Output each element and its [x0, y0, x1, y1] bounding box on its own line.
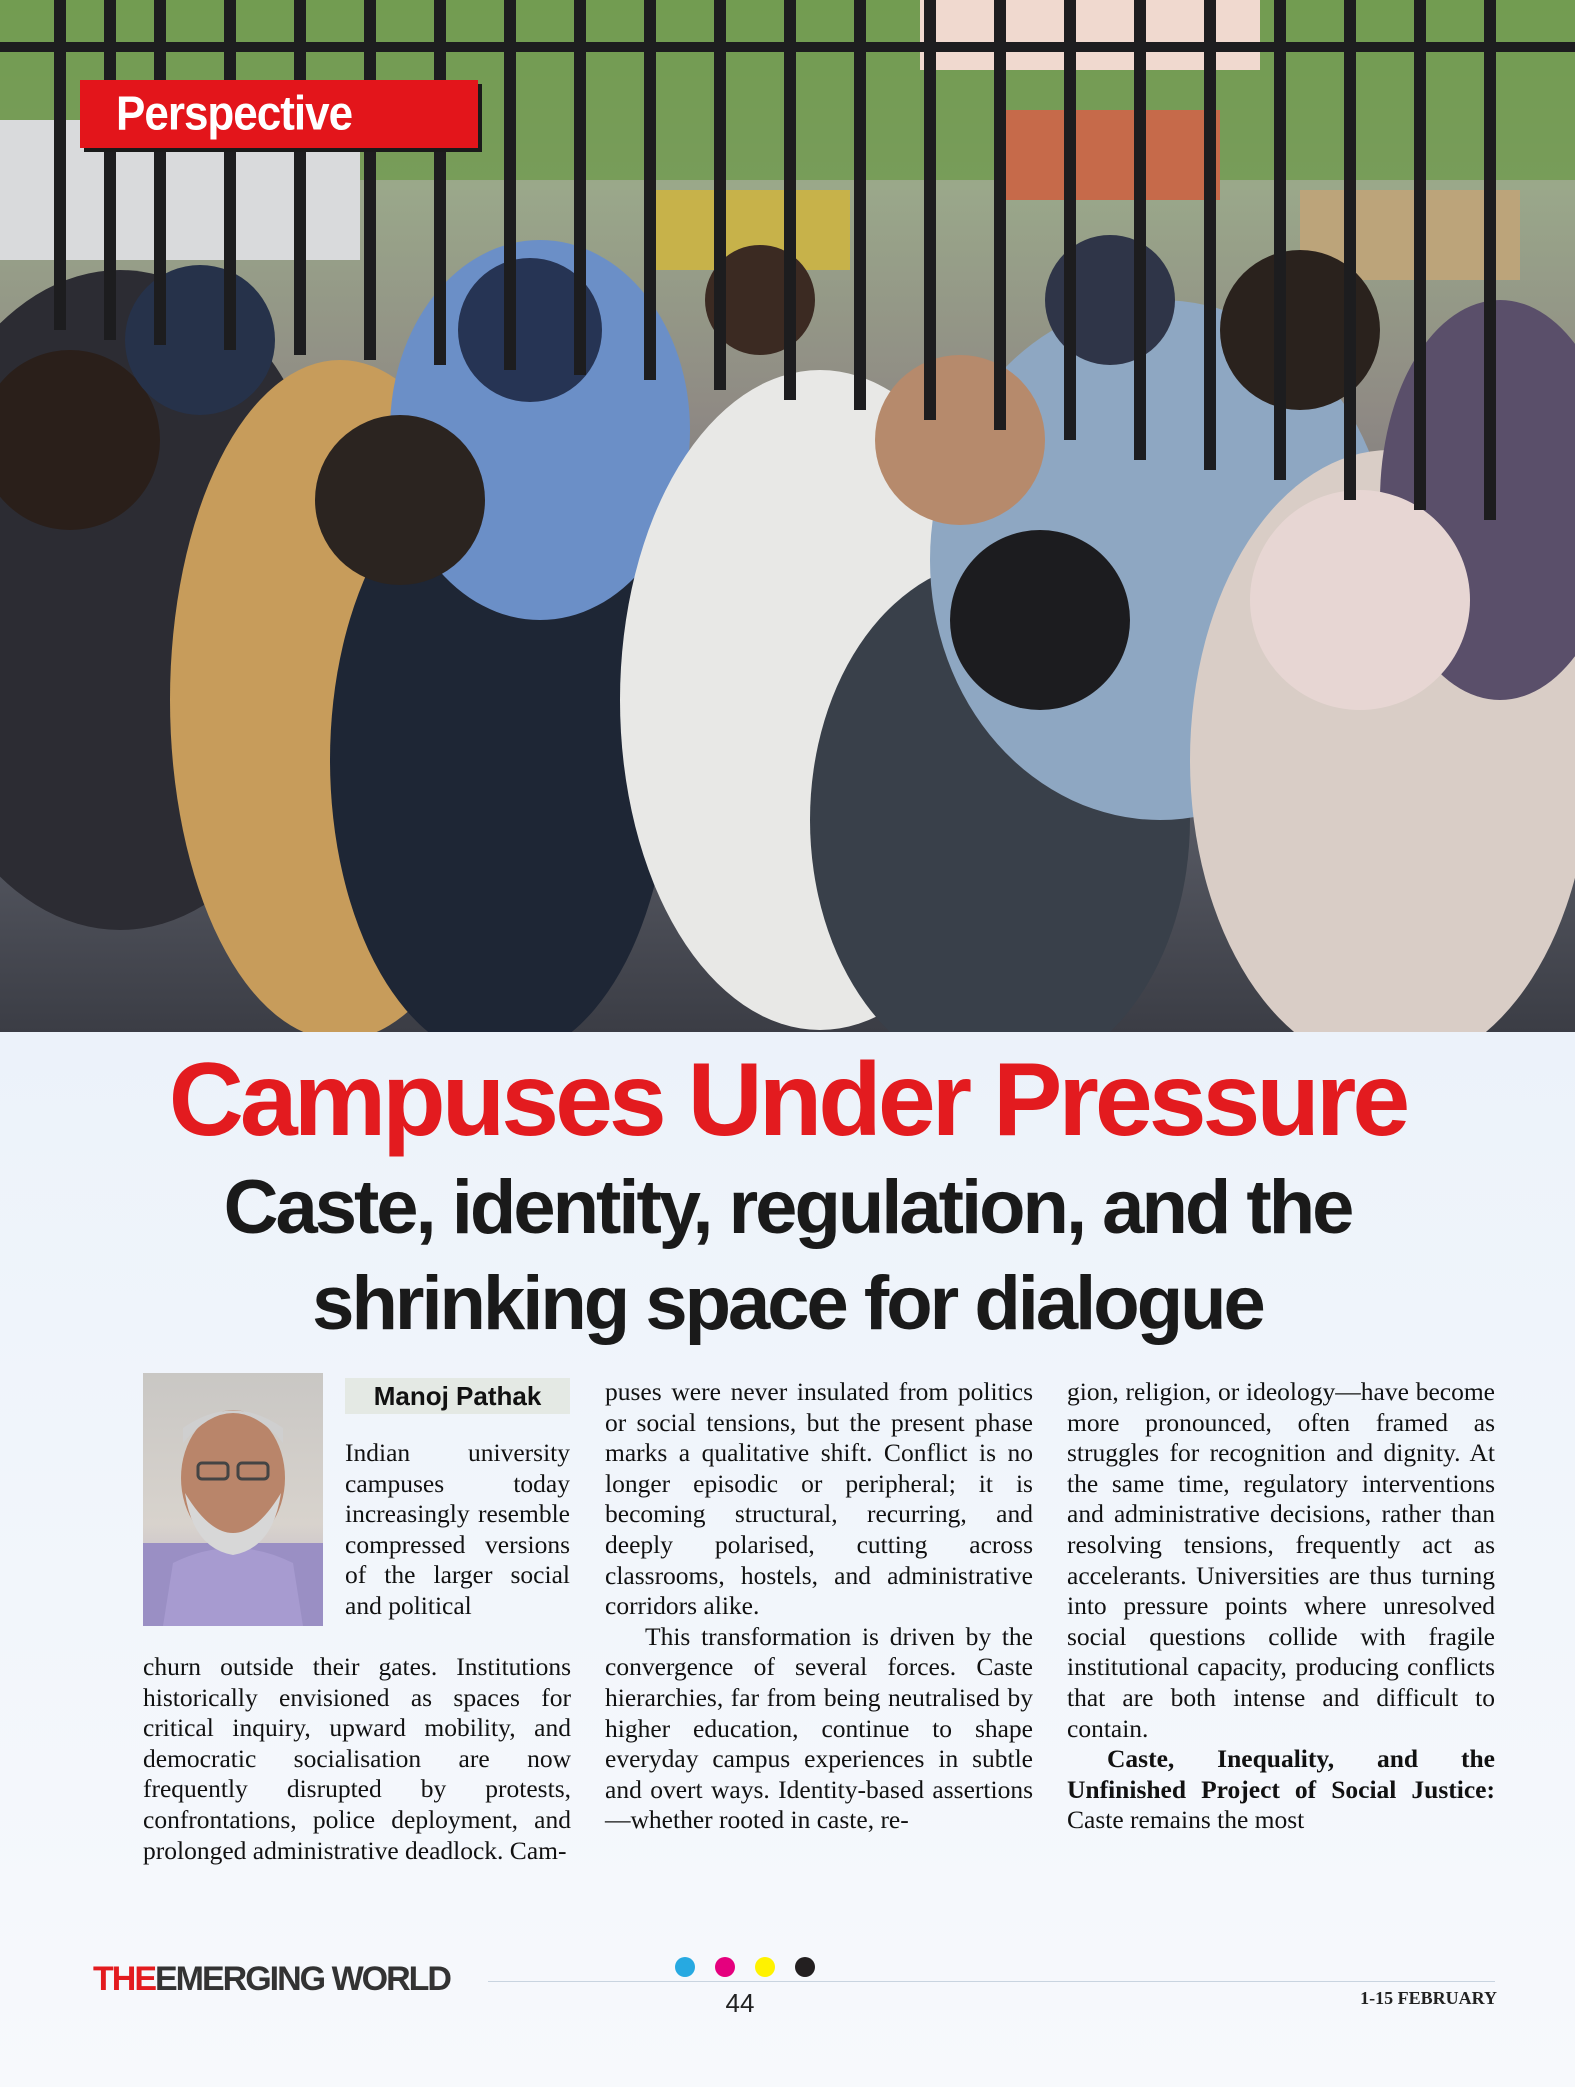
author-photo — [143, 1373, 323, 1626]
publication-logo — [93, 1960, 450, 1999]
article-column-2 — [605, 1377, 1033, 1836]
crowd-at-gate-illustration — [0, 0, 1575, 1032]
registration-dot-cyan — [675, 1957, 695, 1977]
footer-divider — [488, 1981, 1495, 1982]
article-column-1 — [143, 1652, 571, 1866]
issue-date: 1-15 FEBRUARY — [1360, 1988, 1497, 2008]
article-paragraph: churn outside their gates. Institutions historically envisioned as spaces for critical inquiry, upward mobility, and democratic socialisation are now frequently disrupted by protests, confrontations, police deployment, and prolonged administrative deadlock. Cam- — [143, 1652, 571, 1865]
article-lede: Indian university campuses today increasingly resemble compressed versions of the larger social and political — [345, 1438, 570, 1620]
article-paragraph: gion, religion, or ideology—have become more pronounced, often framed as struggles for recognition and dignity. At the same time, regulatory interventions and administrative decisions, rather than resolving tensions, frequently act as accelerants. Universities are thus turning into pressure points where unresolved social questions collide with fragile institutional capacity, producing conflicts that are both intense and difficult to contain. — [1067, 1377, 1495, 1743]
author-byline: Manoj Pathak — [345, 1378, 570, 1414]
cover-photo — [0, 0, 1575, 1032]
logo-the: THE — [93, 1960, 155, 1998]
logo-name: EMERGING WORLD — [155, 1960, 450, 1998]
article-text: Caste remains the most — [1067, 1805, 1305, 1835]
article-paragraph — [1067, 1744, 1495, 1836]
section-tag — [80, 80, 478, 148]
registration-dot-black — [795, 1957, 815, 1977]
article-paragraph: This transformation is driven by the convergence of several forces. Caste hierarchies, far from being neutralised by higher education, continue to shape everyday campus experiences in subtle and overt ways. Identity-based assertions—whether rooted in caste, re- — [605, 1621, 1033, 1835]
section-tag-label: Perspective — [116, 86, 353, 141]
section-heading: Caste, Inequality, and the Unfinished Project of Social Justice: — [1067, 1744, 1495, 1804]
headline: Campuses Under Pressure — [168, 1042, 1407, 1158]
registration-dot-yellow — [755, 1957, 775, 1977]
article-column-3 — [1067, 1377, 1495, 1836]
page-number: 44 — [725, 1988, 755, 2018]
article-paragraph: puses were never insulated from politics or social tensions, but the present phase marks a qualitative shift. Conflict is no longer episodic or peripheral; it is becoming structural, recurring, and deeply polarised, cutting across classrooms, hostels, and administrative corridors alike. — [605, 1377, 1033, 1621]
subheadline: Caste, identity, regulation, and the shrinking space for dialogue — [223, 1165, 1352, 1346]
article-column-1-wrap — [345, 1438, 570, 1622]
registration-dot-magenta — [715, 1957, 735, 1977]
